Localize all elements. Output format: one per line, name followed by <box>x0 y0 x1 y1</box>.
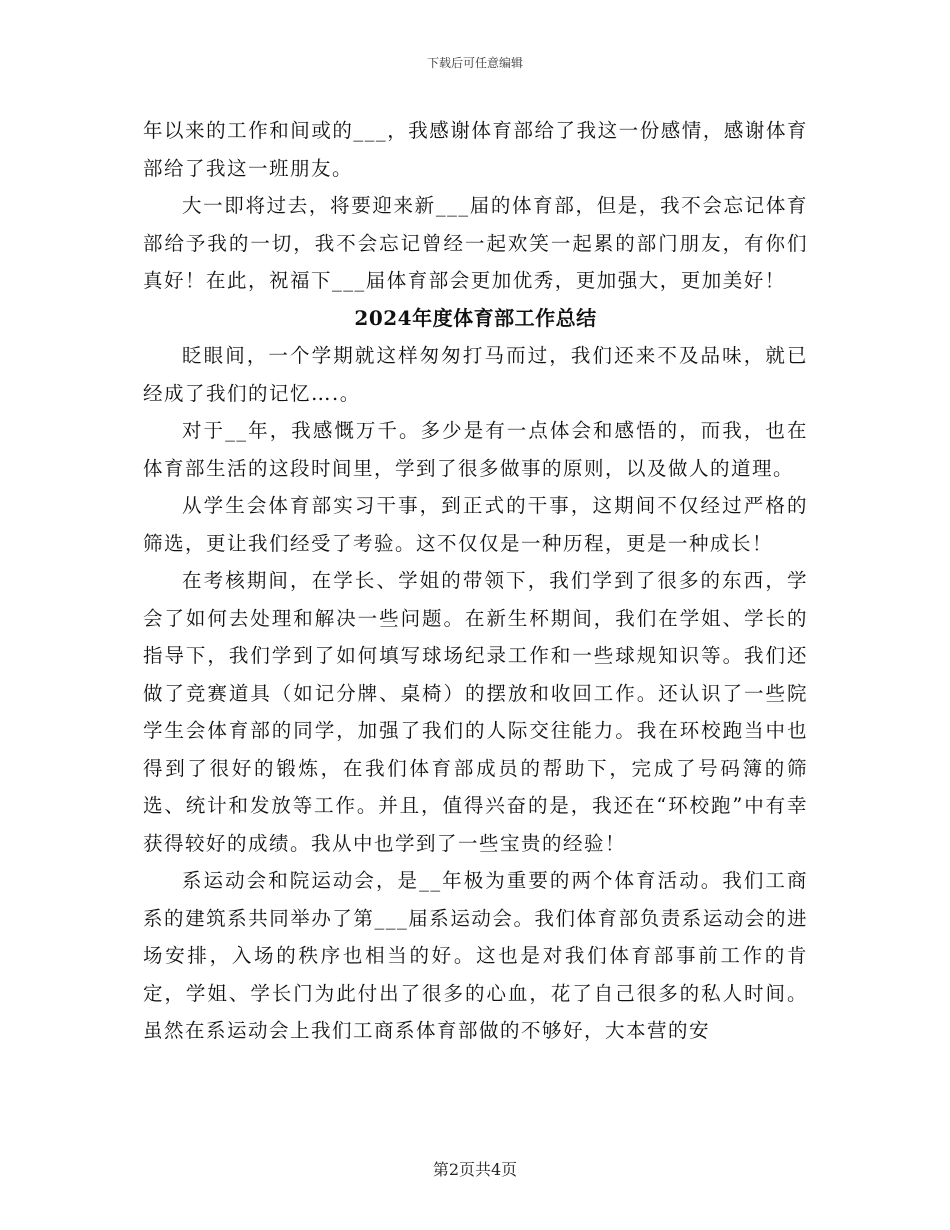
paragraph: 大一即将过去，将要迎来新___届的体育部，但是，我不会忘记体育部给予我的一切，我不会忘记曾经一起欢笑一起累的部门朋友，有你们真好！在此，祝福下___届体育部会更加优秀，更加强大，更加美好！ <box>143 194 808 292</box>
page-header: 下载后可任意编辑 <box>426 56 523 70</box>
paragraph: 系运动会和院运动会，是__年极为重要的两个体育活动。我们工商系的建筑系共同举办了第___届系运动会。我们体育部负责系运动会的进场安排，入场的秩序也相当的好。这也是对我们体育部事前工作的肯定，学姐、学长门为此付出了很多的心血，花了自己很多的私人时间。虽然在系运动会上我们工商系体育部做的不够好，大本营的安 <box>143 869 808 1042</box>
paragraph: 眨眼间，一个学期就这样匆匆打马而过，我们还来不及品味，就已经成了我们的记忆….。 <box>143 344 808 405</box>
page-number: 第2页共4页 <box>432 1160 518 1179</box>
document-body <box>143 112 808 1050</box>
paragraph: 从学生会体育部实习干事，到正式的干事，这期间不仅经过严格的筛选，更让我们经受了考验。这不仅仅是一种历程，更是一种成长！ <box>143 494 808 555</box>
paragraph: 在考核期间，在学长、学姐的带领下，我们学到了很多的东西，学会了如何去处理和解决一些问题。在新生杯期间，我们在学姐、学长的指导下，我们学到了如何填写球场纪录工作和一些球规知识等。我们还做了竞赛道具（如记分牌、桌椅）的摆放和收回工作。还认识了一些院学生会体育部的同学，加强了我们的人际交往能力。我在环校跑当中也得到了很好的锻炼，在我们体育部成员的帮助下，完成了号码簿的筛选、统计和发放等工作。并且，值得兴奋的是，我还在“环校跑”中有幸获得较好的成绩。我从中也学到了一些宝贵的经验！ <box>143 569 808 855</box>
paragraph-continued: 年以来的工作和间或的___，我感谢体育部给了我这一份感情，感谢体育部给了我这一班朋友。 <box>143 119 808 180</box>
paragraph: 对于__年，我感慨万千。多少是有一点体会和感悟的，而我，也在体育部生活的这段时间里，学到了很多做事的原则，以及做人的道理。 <box>143 419 808 480</box>
section-title: 2024年度体育部工作总结 <box>354 305 597 330</box>
